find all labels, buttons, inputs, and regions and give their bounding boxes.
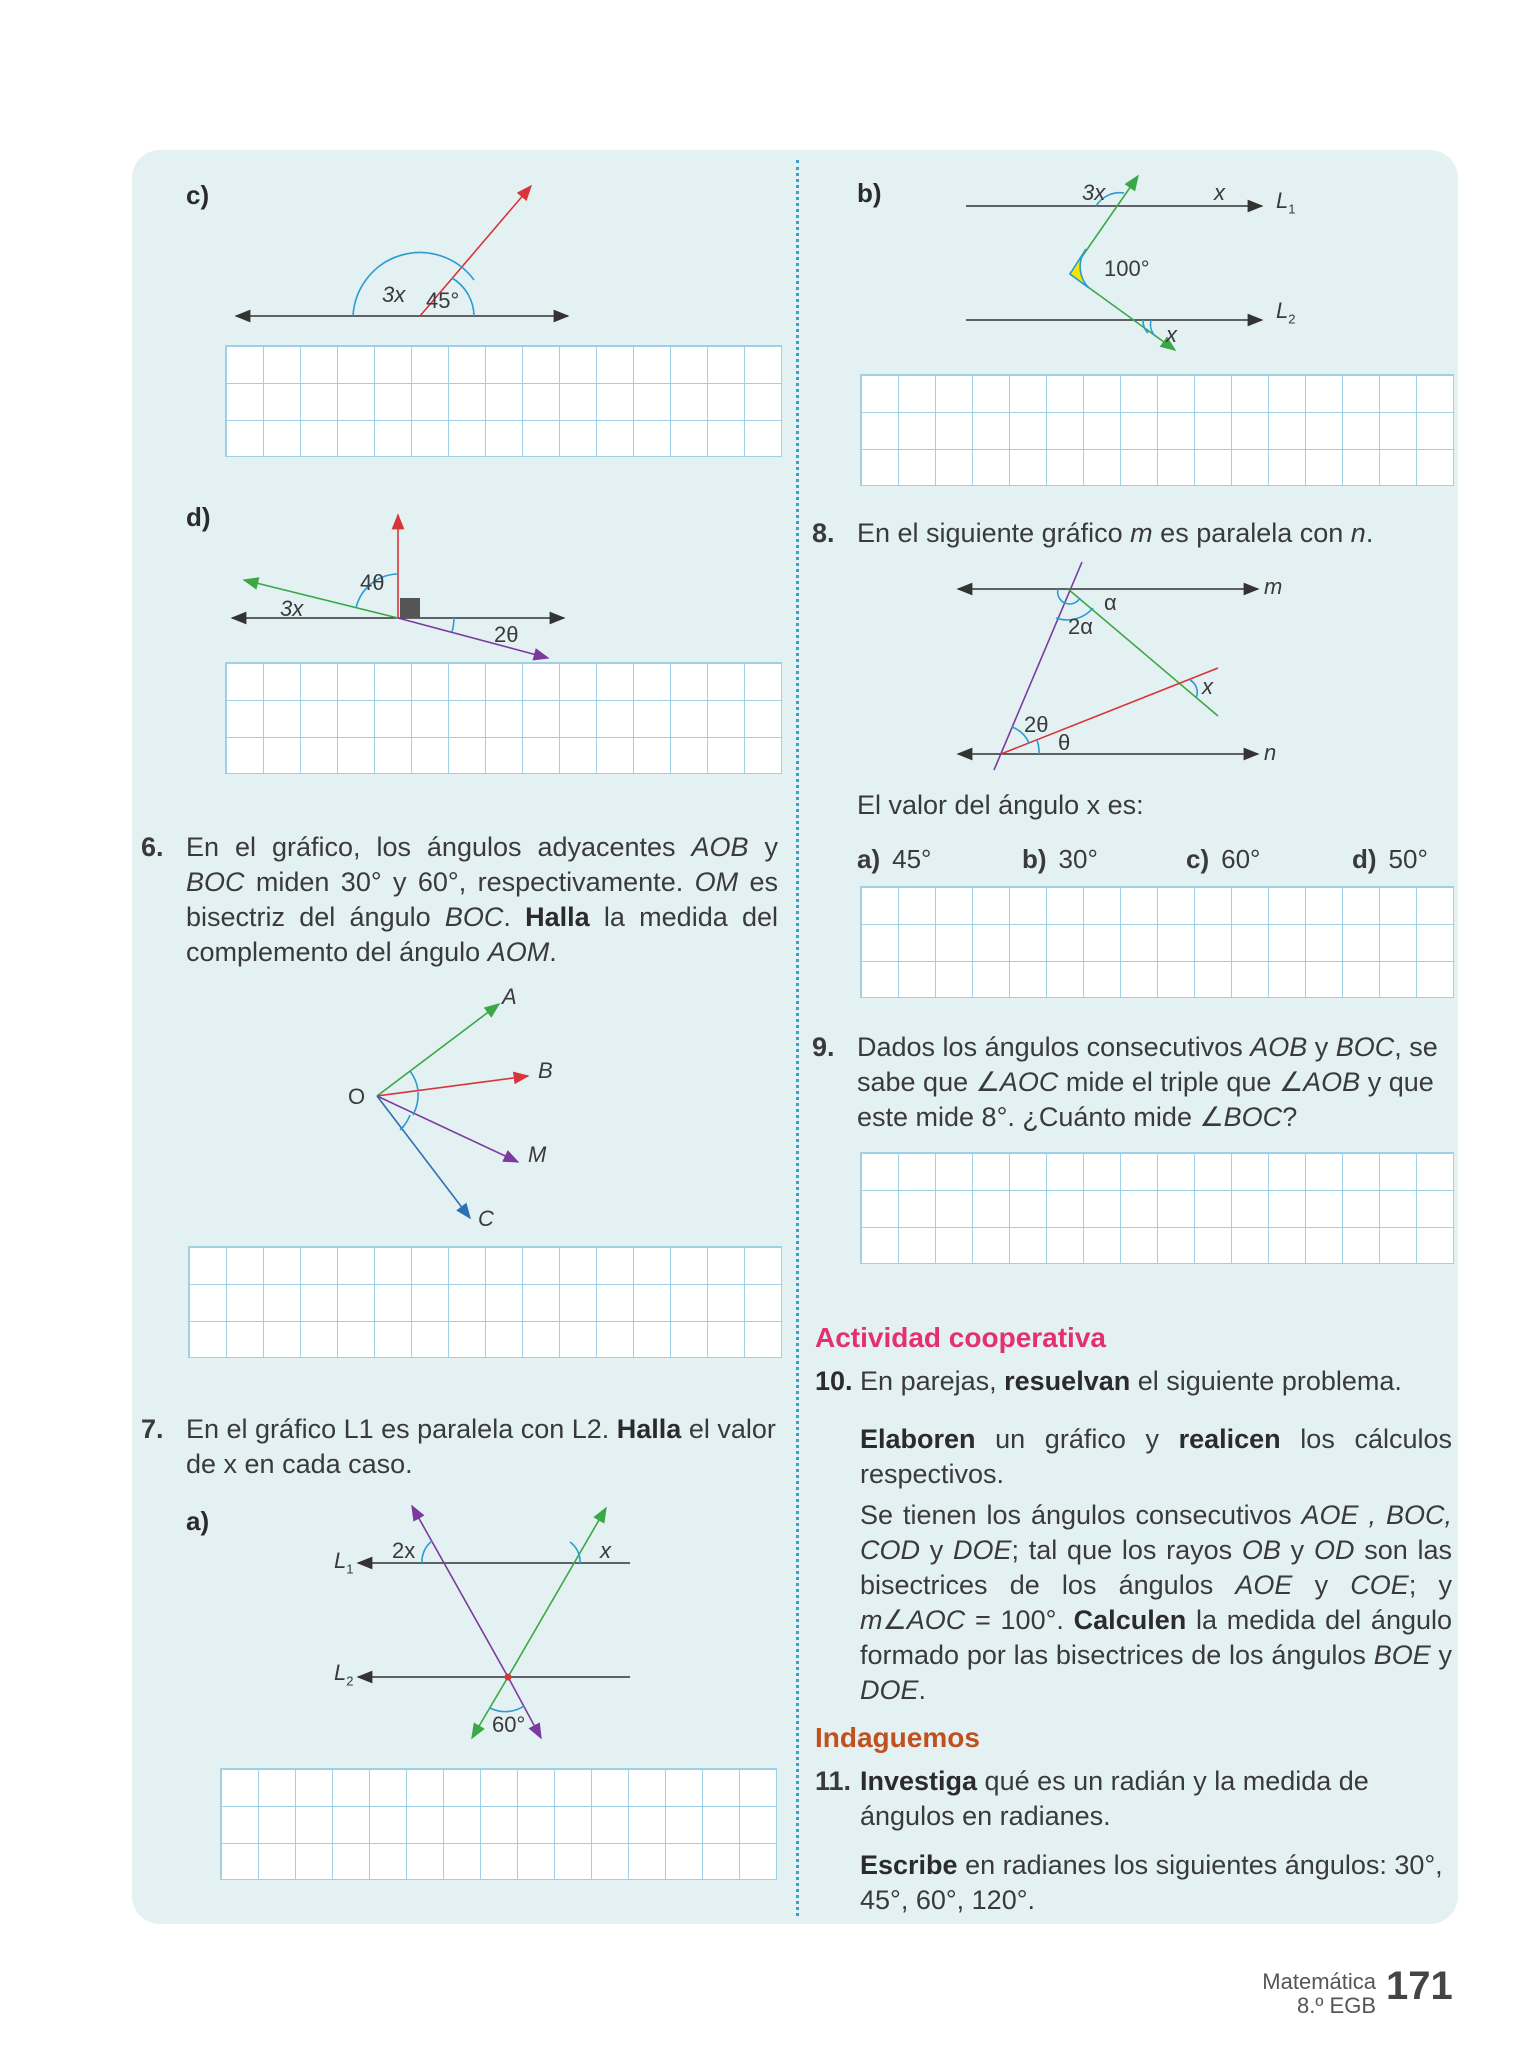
q7a-angle-2x: 2x [392, 1538, 416, 1563]
page-number: 171 [1386, 1964, 1453, 2008]
answer-grid-q7a[interactable] [220, 1768, 777, 1880]
answer-grid-b[interactable] [860, 374, 1454, 486]
q10-para1: Elaboren un gráfico y realicen los cálculos respectivos. [860, 1424, 1452, 1489]
q11-number: 11. [815, 1766, 852, 1796]
q8-label-2alpha: 2α [1068, 614, 1093, 639]
q8-option-a[interactable]: a) 45° [857, 844, 932, 874]
answer-grid-d[interactable] [225, 662, 782, 774]
q7-text: En el gráfico L1 es paralela con L2. Halla el valor de x en cada caso. [186, 1414, 776, 1479]
q8-label-n: n [1264, 740, 1277, 765]
b-angle-100: 100° [1104, 256, 1150, 281]
q10-para2: Se tienen los ángulos consecutivos AOE , BOC, COD y DOE; tal que los rayos OB y OD son las bisectrices de los ángulos AOE y COE; y m∠AOC = 100°. Calculen la medida del ángulo formado por las bisectrices de los ángulos BOE y DOE. [860, 1500, 1453, 1705]
q7a-L2-label: $L_2$ [334, 1660, 354, 1689]
q8-arc-theta [1037, 740, 1039, 754]
d-right-angle-mark [400, 598, 420, 618]
q9-text: Dados los ángulos consecutivos AOB y BOC, se sabe que ∠AOC mide el triple que ∠AOB y que este mide 8°. ¿Cuánto mide ∠BOC? [857, 1032, 1438, 1132]
q8-question: El valor del ángulo x es: [857, 790, 1144, 820]
d-angle-2theta: 2θ [494, 622, 519, 647]
answer-grid-q8[interactable] [860, 886, 1454, 998]
q7a-angle-60: 60° [492, 1712, 526, 1737]
q8-label-2theta: 2θ [1024, 712, 1049, 737]
answer-grid-q9[interactable] [860, 1152, 1454, 1264]
footer-subject: Matemática [1262, 1969, 1376, 1994]
q7a-intersection [505, 1674, 512, 1681]
c-angle-3x: 3x [382, 282, 406, 307]
q8-option-c[interactable]: c) 60° [1186, 844, 1261, 874]
q6-arc-2 [413, 1092, 418, 1115]
b-yellow-angle [1070, 249, 1089, 288]
d-angle-4theta: 4θ [360, 570, 385, 595]
q8-option-d[interactable]: d) 50° [1352, 844, 1428, 874]
answer-grid-c[interactable] [225, 345, 782, 457]
q6-number: 6. [141, 832, 164, 862]
q10-intro: 10. En parejas, resuelvan el siguiente problema. [815, 1366, 1402, 1396]
b-L2-label: $L_2$ [1276, 298, 1296, 327]
item-c-label: c) [186, 180, 210, 210]
item-b-label: b) [857, 178, 882, 208]
d-arc-2t [452, 618, 454, 632]
q6-arc-3 [400, 1115, 410, 1130]
d-purple-ray [398, 618, 548, 658]
q6-ray-C [377, 1096, 470, 1218]
footer-subject-block [1200, 1970, 1376, 2018]
q8-option-b[interactable]: b) 30° [1022, 844, 1098, 874]
q8-number: 8. [812, 518, 835, 548]
q6-ray-M [377, 1096, 518, 1162]
q8-label-alpha: α [1104, 590, 1117, 615]
q7a-label: a) [186, 1506, 210, 1536]
q7a-L1-label: $L_1$ [334, 1548, 354, 1577]
item-d-label: d) [186, 502, 211, 532]
q8-label-theta: θ [1058, 730, 1071, 755]
footer-grade: 8.º EGB [1297, 1993, 1376, 2018]
c-angle-45: 45° [426, 288, 460, 313]
q7a-angle-x: x [600, 1538, 611, 1563]
q6-label-C: C [478, 1206, 494, 1231]
q7a-purple-line [412, 1506, 508, 1677]
b-angle-3x: 3x [1082, 180, 1106, 205]
section-actividad-cooperativa: Actividad cooperativa [815, 1322, 1106, 1353]
q8-label-m: m [1264, 574, 1283, 599]
b-angle-x-top: x [1214, 180, 1225, 205]
d-angle-3x: 3x [280, 596, 304, 621]
q6-label-A: A [502, 984, 517, 1009]
b-L1-label: $L_1$ [1276, 188, 1296, 217]
q9-number: 9. [812, 1032, 835, 1062]
q7a-arc-2x [422, 1541, 432, 1563]
answer-grid-q6[interactable] [188, 1246, 782, 1358]
q11-text: Investiga qué es un radián y la medida de ángulos en radianes. [860, 1766, 1369, 1831]
q6-label-B: B [538, 1058, 553, 1083]
b-angle-x-bottom: x [1166, 322, 1177, 347]
q8-red [1001, 668, 1218, 754]
q6-text: En el gráfico, los ángulos adyacentes AOB y BOC miden 30° y 60°, respectivamente. OM es bisectriz del ángulo BOC. Halla la medida del complemento del ángulo AOM. [186, 832, 778, 967]
q8-text: En el siguiente gráfico m es paralela con n. [857, 518, 1374, 548]
q11-escribe: Escribe en radianes los siguientes ángulos: 30°, 45°, 60°, 120°. [860, 1850, 1443, 1915]
q8-label-x: x [1202, 674, 1213, 699]
section-indaguemos: Indaguemos [815, 1722, 980, 1753]
q7a-green-line [508, 1508, 606, 1677]
q6-label-O: O [348, 1084, 366, 1109]
q7-number: 7. [141, 1414, 164, 1444]
q7a-arc-60 [490, 1706, 524, 1712]
q6-label-M: M [528, 1142, 547, 1167]
q6-arc-1 [410, 1071, 418, 1090]
